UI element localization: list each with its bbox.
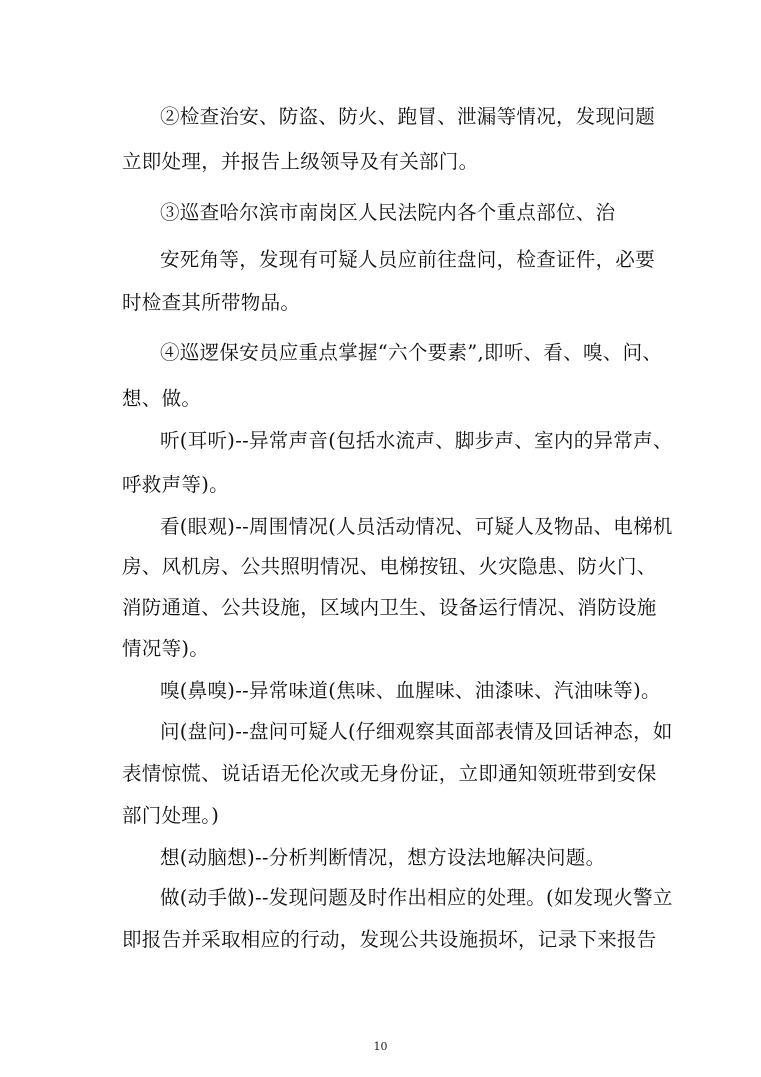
text-line: ③巡查哈尔滨市南岗区人民法院内各个重点部位、治 [160,201,616,224]
text-line: 情况等)。 [122,637,210,660]
text-line: 消防通道、公共设施，区域内卫生、设备运行情况、消防设施 [122,596,657,619]
text-line: 听(耳听)--异常声音(包括水流声、脚步声、室内的异常声、 [160,429,673,452]
text-line: ②检查治安、防盗、防火、跑冒、泄漏等情况，发现问题 [160,105,656,128]
text-line: 想、做。 [122,387,202,410]
text-line: 问(盘问)--盘问可疑人(仔细观察其面部表情及回话神态，如 [160,720,673,743]
page-number: 10 [373,1040,388,1053]
text-line: ④巡逻保安员应重点掌握“六个要素”,即听、看、嗅、问、 [160,341,663,364]
text-line: 看(眼观)--周围情况(人员活动情况、可疑人及物品、电梯机 [160,515,673,538]
text-line: 时检查其所带物品。 [122,291,301,314]
text-line: 即报告并采取相应的行动，发现公共设施损坏，记录下来报告 [122,928,657,951]
text-line: 房、风机房、公共照明情况、电梯按钮、火灾隐患、防火门、 [122,555,657,578]
text-line: 嗅(鼻嗅)--异常味道(焦味、血腥味、油漆味、汽油味等)。 [160,679,661,702]
text-line: 立即处理，并报告上级领导及有关部门。 [122,150,479,173]
text-line: 部门处理。) [122,804,220,827]
text-line: 安死角等，发现有可疑人员应前往盘问，检查证件，必要 [160,248,656,271]
text-line: 做(动手做)--发现问题及时作出相应的处理。(如发现火警立 [160,886,673,909]
text-line: 表情惊慌、说话语无伦次或无身份证，立即通知领班带到安保 [122,762,657,785]
text-line: 想(动脑想)--分析判断情况，想方设法地解决问题。 [160,846,606,869]
text-line: 呼救声等)。 [122,473,229,496]
